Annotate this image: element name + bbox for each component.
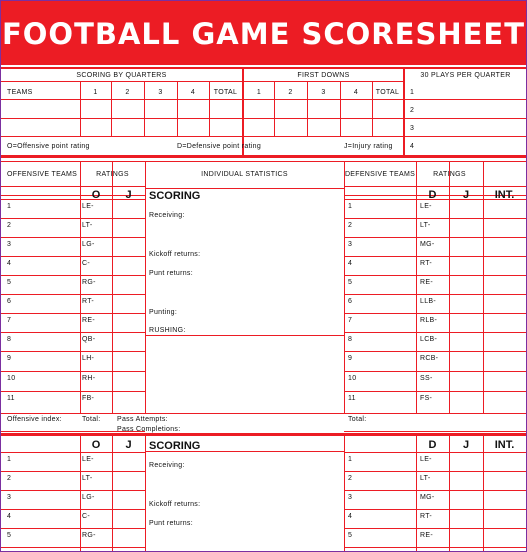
grid-line: [145, 436, 146, 551]
grid-line: [344, 294, 526, 295]
defense-row-number: 5: [348, 279, 353, 286]
grid-line: [403, 67, 405, 155]
grid-line: [344, 351, 526, 352]
second-defense-position: RT-: [420, 513, 433, 520]
receiving-label: Receiving:: [149, 212, 185, 219]
grid-line: [1, 371, 145, 372]
second-defense-position: MG-: [420, 494, 435, 501]
second-offense-position: RG-: [82, 532, 96, 539]
second-offense-row-number: 4: [7, 513, 12, 520]
grid-line: [1, 275, 145, 276]
second-defense-position: LT-: [420, 475, 431, 482]
grid-line: [344, 490, 526, 491]
grid-line: [344, 186, 526, 187]
legend-defensive: D=Defensive point rating: [177, 143, 262, 150]
defense-j-rating-header: J: [462, 189, 470, 201]
first-downs-quarter-header-3: 3: [321, 89, 326, 96]
defense-row-number: 10: [348, 375, 357, 382]
title-banner: [1, 1, 526, 65]
grid-line: [344, 391, 526, 392]
grid-line: [344, 371, 526, 372]
second-offense-position: C-: [82, 513, 90, 520]
grid-line: [344, 332, 526, 333]
kickoff-returns-label: Kickoff returns:: [149, 251, 201, 258]
legend-injury: J=Injury rating: [344, 143, 393, 150]
quarter-header-1: 1: [93, 89, 98, 96]
grid-line: [344, 452, 526, 453]
offense-row-number: 1: [7, 203, 12, 210]
ratings-header: RATINGS: [96, 171, 129, 178]
pass-attempts-label: Pass Attempts:: [117, 416, 168, 423]
d-rating-header: D: [428, 189, 437, 201]
grid-line: [1, 186, 145, 187]
second-defense-row-number: 3: [348, 494, 353, 501]
grid-line: [344, 313, 526, 314]
second-defense-position: RE-: [420, 532, 433, 539]
second-offense-row-number: 2: [7, 475, 12, 482]
defense-position: LLB-: [420, 298, 436, 305]
second-defense-row-number: 5: [348, 532, 353, 539]
second-defense-row-number: 2: [348, 475, 353, 482]
defense-position: MG-: [420, 241, 435, 248]
offense-row-number: 11: [7, 395, 15, 402]
grid-line: [1, 67, 526, 69]
grid-line: [80, 436, 81, 551]
second-defense-j-rating-header: J: [462, 439, 470, 451]
second-offense-position: LT-: [82, 475, 93, 482]
o-rating-header: O: [91, 189, 101, 201]
offense-row-number: 9: [7, 355, 12, 362]
defense-row-number: 2: [348, 222, 353, 229]
second-receiving-label: Receiving:: [149, 462, 185, 469]
first-downs-quarter-header-2: 2: [288, 89, 293, 96]
offense-position: RE-: [82, 317, 95, 324]
grid-line: [1, 136, 403, 137]
teams-label: TEAMS: [7, 89, 33, 96]
offense-position: LH-: [82, 355, 95, 362]
first-downs-quarter-header-4: 4: [353, 89, 359, 96]
defense-row-number: 9: [348, 355, 353, 362]
grid-line: [1, 155, 526, 158]
second-o-rating-header: O: [91, 439, 101, 451]
grid-line: [1, 528, 145, 529]
offense-row-number: 10: [7, 375, 16, 382]
offense-row-number: 7: [7, 317, 12, 324]
defense-row-number: 8: [348, 336, 353, 343]
punt-returns-label: Punt returns:: [149, 270, 193, 277]
grid-line: [449, 436, 450, 551]
grid-line: [1, 413, 526, 414]
rushing-label: RUSHING:: [149, 327, 186, 334]
defense-row-number: 7: [348, 317, 353, 324]
plays-per-quarter-header: 30 PLAYS PER QUARTER: [420, 72, 511, 79]
offense-position: FB-: [82, 395, 95, 402]
defense-row-number: 6: [348, 298, 353, 305]
grid-line: [344, 547, 526, 548]
grid-line: [344, 436, 345, 551]
pass-completions-label: Pass Completions:: [117, 426, 181, 433]
second-int-header: INT.: [494, 439, 515, 451]
offense-position: QB-: [82, 336, 96, 343]
second-d-rating-header: D: [428, 439, 437, 451]
defense-position: SS-: [420, 375, 433, 382]
grid-line: [1, 391, 145, 392]
grid-line: [1, 294, 145, 295]
grid-line: [405, 136, 526, 137]
legend-offensive: O=Offensive point rating: [7, 143, 90, 150]
grid-line: [112, 436, 113, 551]
offense-position: C-: [82, 260, 90, 267]
punting-label: Punting:: [149, 309, 178, 316]
grid-line: [145, 161, 146, 413]
defense-position: LE-: [420, 203, 432, 210]
offense-row-number: 8: [7, 336, 12, 343]
grid-line: [344, 509, 526, 510]
quarter-header-4: 4: [190, 89, 196, 96]
offense-position: LG-: [82, 241, 95, 248]
first-downs-quarter-header-1: 1: [256, 89, 262, 96]
plays-row-number: 4: [410, 143, 415, 150]
offense-position: LE-: [82, 203, 94, 210]
second-scoring-label: SCORING: [149, 440, 201, 452]
grid-line: [145, 188, 344, 189]
offense-row-number: 6: [7, 298, 12, 305]
second-j-rating-header: J: [125, 439, 132, 451]
defensive-teams-header: DEFENSIVE TEAMS: [344, 171, 416, 178]
defense-row-number: 3: [348, 241, 353, 248]
first-downs-header: FIRST DOWNS: [297, 72, 350, 79]
grid-line: [1, 471, 145, 472]
grid-line: [1, 509, 145, 510]
individual-statistics-header: INDIVIDUAL STATISTICS: [201, 171, 288, 178]
total-label: Total:: [82, 416, 101, 423]
offense-row-number: 5: [7, 279, 12, 286]
second-offense-position: LE-: [82, 456, 94, 463]
offense-position: LT-: [82, 222, 93, 229]
grid-line: [1, 351, 145, 352]
defense-total-label: Total:: [348, 416, 367, 423]
offense-position: RH-: [82, 375, 96, 382]
grid-line: [1, 218, 145, 219]
grid-line: [145, 335, 344, 336]
grid-line: [344, 528, 526, 529]
grid-line: [344, 431, 526, 432]
second-kickoff-returns-label: Kickoff returns:: [149, 501, 201, 508]
defense-position: RT-: [420, 260, 433, 267]
offense-row-number: 4: [7, 260, 12, 267]
defense-position: LCB-: [420, 336, 438, 343]
int-header: INT.: [494, 189, 515, 201]
grid-line: [344, 471, 526, 472]
second-defense-row-number: 1: [348, 456, 353, 463]
j-rating-header: J: [125, 189, 132, 201]
defense-position: RE-: [420, 279, 433, 286]
grid-line: [1, 490, 145, 491]
plays-row-number: 3: [410, 125, 415, 132]
second-offense-row-number: 3: [7, 494, 12, 501]
defense-position: FS-: [420, 395, 433, 402]
offense-row-number: 2: [7, 222, 12, 229]
page-title: FOOTBALL GAME SCORESHEET: [1, 17, 526, 51]
quarter-header-3: 3: [158, 89, 163, 96]
quarter-header-5: TOTAL: [213, 89, 238, 96]
quarter-header-2: 2: [125, 89, 130, 96]
defense-row-number: 1: [348, 203, 353, 210]
grid-line: [344, 256, 526, 257]
defense-ratings-header: RATINGS: [433, 171, 466, 178]
offensive-teams-header: OFFENSIVE TEAMS: [7, 171, 78, 178]
offense-position: RT-: [82, 298, 95, 305]
grid-line: [1, 81, 242, 82]
scoring-by-quarters-header: SCORING BY QUARTERS: [76, 72, 167, 79]
offense-row-number: 3: [7, 241, 12, 248]
scoring-label: SCORING: [149, 190, 201, 202]
offense-position: RG-: [82, 279, 96, 286]
second-defense-row-number: 4: [348, 513, 353, 520]
grid-line: [1, 452, 145, 453]
second-offense-position: LG-: [82, 494, 95, 501]
grid-line: [344, 275, 526, 276]
grid-line: [244, 81, 403, 82]
grid-line: [344, 237, 526, 238]
grid-line: [1, 313, 145, 314]
second-offense-row-number: 1: [7, 456, 12, 463]
plays-row-number: 1: [410, 89, 415, 96]
defense-position: LT-: [420, 222, 431, 229]
first-downs-quarter-header-5: TOTAL: [375, 89, 400, 96]
grid-line: [416, 436, 417, 551]
defense-position: RLB-: [420, 317, 438, 324]
second-punt-returns-label: Punt returns:: [149, 520, 193, 527]
grid-line: [1, 256, 145, 257]
grid-line: [1, 547, 145, 548]
defense-row-number: 11: [348, 395, 356, 402]
defense-position: RCB-: [420, 355, 439, 362]
second-offense-row-number: 5: [7, 532, 12, 539]
grid-line: [483, 436, 484, 551]
grid-line: [1, 332, 145, 333]
second-defense-position: LE-: [420, 456, 432, 463]
defense-row-number: 4: [348, 260, 353, 267]
offensive-index-label: Offensive index:: [7, 416, 62, 423]
grid-line: [344, 218, 526, 219]
grid-line: [1, 237, 145, 238]
plays-row-number: 2: [410, 107, 415, 114]
